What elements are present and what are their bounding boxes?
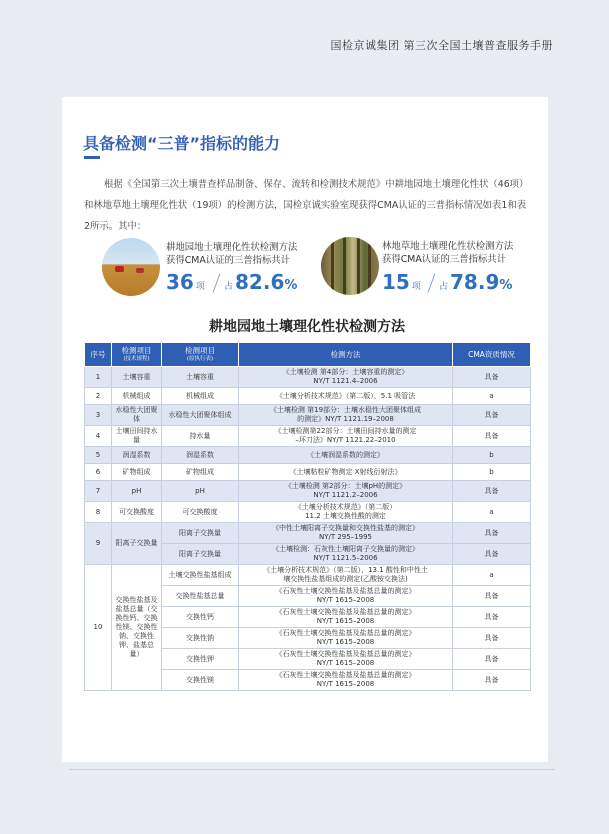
percent-value: 82.6: [235, 270, 285, 294]
cell-cma: b: [453, 464, 531, 481]
cell-no: 10: [85, 565, 112, 691]
cell-item2: 矿物组成: [162, 464, 239, 481]
cell-method: [239, 628, 453, 649]
cell-item: 矿物组成: [112, 464, 162, 481]
cell-method: [239, 670, 453, 691]
cell-no: 9: [85, 523, 112, 565]
method-line: NY/T 1121.4–2006: [313, 377, 378, 385]
method-line: 《土壤检测 第2部分：土壤pH的测定》: [284, 482, 407, 490]
header-method: 检测方法: [239, 343, 453, 367]
stat-label-line: 获得CMA认证的三普指标共计: [166, 255, 291, 266]
method-line: NY/T 1615–2008: [316, 680, 375, 688]
table-header-row: [85, 343, 531, 367]
method-line: 《土壤分析技术规范》（第二版），13.1 酸性和中性土: [263, 566, 428, 574]
stat-farmland-percent: [224, 270, 297, 294]
cell-item: 润湿系数: [112, 447, 162, 464]
cell-item: 机械组成: [112, 388, 162, 405]
method-line: 《土壤检测 第19部分：土壤水稳性大团聚体组成: [269, 406, 422, 414]
percent-prefix: 占: [224, 282, 234, 292]
section-title: 具备检测“三普”指标的能力: [83, 134, 281, 153]
cell-no: 5: [85, 447, 112, 464]
method-line: 《石灰性土壤交换性盐基及盐基总量的测定》: [275, 587, 416, 595]
method-line: NY/T 1615–2008: [316, 617, 375, 625]
method-line: 壤交换性盐基组成的测定(乙酸铵交换法): [283, 575, 408, 583]
table-row: [85, 388, 531, 405]
table-row: [85, 502, 531, 523]
method-line: 《石灰性土壤交换性盐基及盐基总量的测定》: [275, 629, 416, 637]
cell-cma: 具备: [453, 586, 531, 607]
cell-method: [239, 481, 453, 502]
cell-no: 4: [85, 426, 112, 447]
cell-cma: b: [453, 447, 531, 464]
count-value: 36: [166, 270, 194, 294]
cell-no: 8: [85, 502, 112, 523]
cell-method: [239, 388, 453, 405]
percent-suffix: %: [284, 278, 298, 293]
method-line: 《土壤分析技术规范》（第二版）: [294, 503, 397, 511]
cell-item: 水稳性大团聚体: [112, 405, 162, 426]
cell-no: 1: [85, 367, 112, 388]
cell-item2: 阳离子交换量: [162, 523, 239, 544]
cell-cma: a: [453, 502, 531, 523]
cell-method: [239, 405, 453, 426]
table-row: [85, 426, 531, 447]
cell-method: [239, 447, 453, 464]
tree-trunk: [357, 237, 360, 295]
bottom-divider: [69, 769, 555, 770]
count-unit: 项: [411, 282, 421, 292]
cell-method: [239, 586, 453, 607]
cell-cma: 具备: [453, 405, 531, 426]
stat-label-line: 获得CMA认证的三普指标共计: [382, 254, 507, 265]
cell-item: 可交换酸度: [112, 502, 162, 523]
cell-method: [239, 523, 453, 544]
table-row: [85, 464, 531, 481]
header-item-label: 检测项目: [121, 345, 152, 355]
method-line: 的测定》NY/T 1121.19–2008: [297, 415, 394, 423]
cell-cma: 具备: [453, 649, 531, 670]
farmland-photo: [102, 238, 160, 296]
method-line: 《石灰性土壤交换性盐基及盐基总量的测定》: [275, 671, 416, 679]
cell-item2: 可交换酸度: [162, 502, 239, 523]
cell-item2: 水稳性大团聚体组成: [162, 405, 239, 426]
cell-item2: 交换性镁: [162, 670, 239, 691]
count-value: 15: [382, 270, 410, 294]
method-line: NY/T 1615–2008: [316, 659, 375, 667]
method-line: –环刀法》NY/T 1121.22–2010: [295, 436, 396, 444]
forest-photo: [321, 237, 379, 295]
percent-value: 78.9: [450, 270, 500, 294]
stat-label-line: 耕地园地土壤理化性状检测方法: [166, 242, 298, 253]
cell-cma: 具备: [453, 426, 531, 447]
method-line: 11.2 土壤交换性酸的测定: [305, 512, 386, 520]
table-row: [85, 481, 531, 502]
tree-trunk: [331, 237, 334, 295]
cell-cma: a: [453, 565, 531, 586]
method-line: 《石灰性土壤交换性盐基及盐基总量的测定》: [275, 650, 416, 658]
header-item-sub: (技术规程): [123, 355, 150, 362]
cell-item: pH: [112, 481, 162, 502]
header-item2-sub: (原执行表): [186, 355, 214, 362]
header-cma: CMA资质情况: [453, 343, 531, 367]
cell-cma: 具备: [453, 523, 531, 544]
header-item2-label: 检测项目: [185, 345, 215, 355]
table-row: [85, 447, 531, 464]
percent-prefix: 占: [439, 282, 449, 292]
stat-farmland-label: [166, 241, 297, 267]
cell-item2: 交换性钾: [162, 649, 239, 670]
manual-header-title: 国检京诚集团 第三次全国土壤普查服务手册: [330, 39, 553, 52]
cell-method: [239, 464, 453, 481]
tree-trunk: [368, 237, 371, 295]
cell-method: [239, 426, 453, 447]
cell-item2: 机械组成: [162, 388, 239, 405]
method-line: 《土壤检测 第4部分：土壤容重的测定》: [282, 368, 409, 376]
method-line: NY/T 1615–2008: [316, 596, 375, 604]
cell-no: 7: [85, 481, 112, 502]
method-line: 《土壤分析技术规范》（第二版），5.1 吸管法: [275, 391, 416, 400]
cell-cma: 具备: [453, 628, 531, 649]
method-line: 《土壤润湿系数的测定》: [307, 450, 384, 459]
tractor-icon: [136, 268, 144, 273]
cell-item: 阳离子交换量: [112, 523, 162, 565]
table-row: [85, 405, 531, 426]
cell-item2: 阳离子交换量: [162, 544, 239, 565]
method-line: NY/T 1121.5–2006: [313, 554, 378, 562]
section-title-underline: [84, 156, 100, 159]
soil-methods-table: [84, 342, 531, 691]
cell-cma: 具备: [453, 481, 531, 502]
tractor-icon: [115, 266, 124, 272]
method-line: 《土壤粘粒矿物测定 X射线衍射法》: [289, 467, 402, 476]
cell-no: 6: [85, 464, 112, 481]
cell-item2: 交换性钠: [162, 628, 239, 649]
cell-item: 土壤田间持水量: [112, 426, 162, 447]
stat-forest-label: [382, 240, 513, 266]
cell-cma: 具备: [453, 607, 531, 628]
cell-cma: 具备: [453, 367, 531, 388]
method-line: NY/T 1615–2008: [316, 638, 375, 646]
cell-method: [239, 565, 453, 586]
stat-forest-percent: [439, 270, 512, 294]
cell-item2: 土壤交换性盐基组成: [162, 565, 239, 586]
stat-forest-count: [382, 270, 421, 294]
cell-method: [239, 649, 453, 670]
table-row: [85, 367, 531, 388]
percent-suffix: %: [499, 278, 513, 293]
cell-item2: 土壤容重: [162, 367, 239, 388]
header-item: [112, 343, 162, 367]
cell-item2: 持水量: [162, 426, 239, 447]
cell-item: 交换性盐基及盐基总量（交换性钙、交换性镁、交换性钠、交换性钾、盐基总量）: [112, 565, 162, 691]
cell-item2: 交换性钙: [162, 607, 239, 628]
cell-cma: 具备: [453, 544, 531, 565]
intro-paragraph: 根据《全国第三次土壤普查样品制备、保存、流转和检测技术规范》中耕地园地土壤理化性状（46项）和林地草地土壤理化性状（19项）的检测方法，国检京诚实验室现获得CMA认证的三普指标情况如表1和表2所示。其中：: [84, 179, 529, 232]
tree-trunk: [343, 237, 346, 295]
cell-item2: 润湿系数: [162, 447, 239, 464]
method-line: NY/T 295–1995: [318, 533, 373, 541]
stat-label-line: 林地草地土壤理化性状检测方法: [382, 241, 514, 252]
cell-method: [239, 502, 453, 523]
header-item2: [162, 343, 239, 367]
table-row: [85, 565, 531, 586]
header-no: 序号: [85, 343, 112, 367]
cell-no: 2: [85, 388, 112, 405]
method-line: 《中性土壤阳离子交换量和交换性盐基的测定》: [272, 524, 419, 532]
cell-cma: a: [453, 388, 531, 405]
cell-method: [239, 607, 453, 628]
table-row: [85, 523, 531, 544]
cell-no: 3: [85, 405, 112, 426]
cell-method: [239, 544, 453, 565]
count-unit: 项: [195, 282, 205, 292]
table-title: 耕地园地土壤理化性状检测方法: [209, 319, 405, 335]
cell-item2: 交换性盐基总量: [162, 586, 239, 607]
cell-item2: pH: [162, 481, 239, 502]
method-line: NY/T 1121.2–2006: [313, 491, 378, 499]
cell-method: [239, 367, 453, 388]
cell-item: 土壤容重: [112, 367, 162, 388]
method-line: 《土壤检测第22部分：土壤田间持水量的测定: [274, 427, 417, 435]
cell-cma: 具备: [453, 670, 531, 691]
method-line: 《石灰性土壤交换性盐基及盐基总量的测定》: [275, 608, 416, 616]
method-line: 《土壤检测：石灰性土壤阳离子交换量的测定》: [272, 545, 419, 553]
stat-farmland-count: [166, 270, 205, 294]
